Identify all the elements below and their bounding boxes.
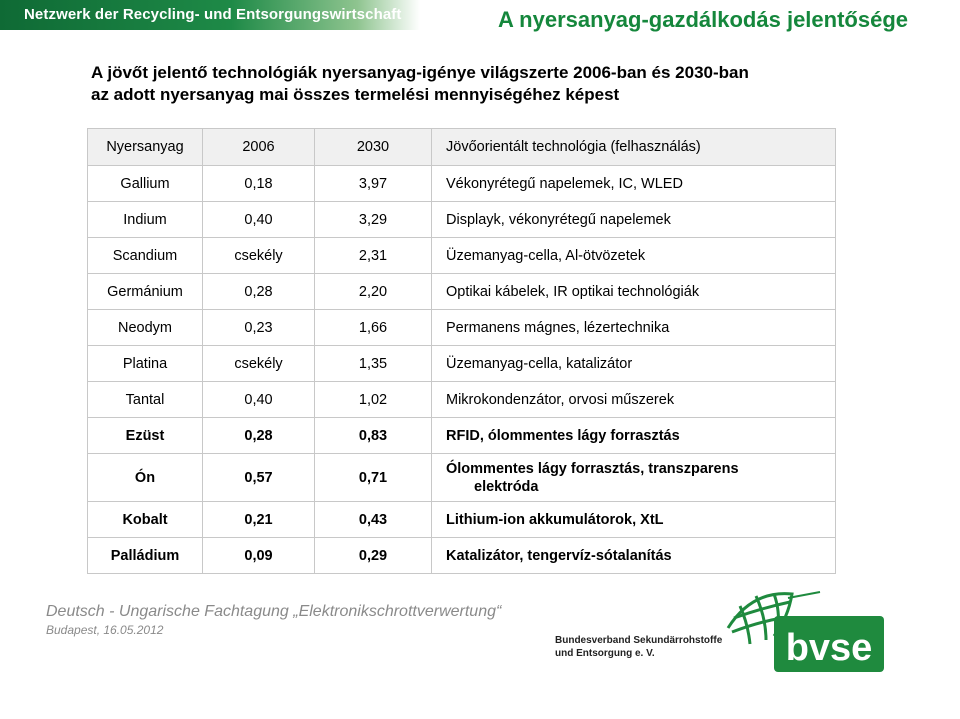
header-2030: 2030: [315, 129, 432, 166]
cell-2006: 0,09: [203, 538, 315, 574]
cell-technology: Üzemanyag-cella, Al-ötvözetek: [432, 238, 836, 274]
cell-2006: csekély: [203, 346, 315, 382]
cell-2006: 0,28: [203, 274, 315, 310]
cell-2006: 0,40: [203, 382, 315, 418]
table-row: [88, 166, 836, 202]
table-row: [88, 238, 836, 274]
bvse-org-line-1: Bundesverband Sekundärrohstoffe: [555, 635, 723, 646]
cell-technology: Displayk, vékonyrétegű napelemek: [432, 202, 836, 238]
cell-2030: 1,35: [315, 346, 432, 382]
cell-technology-line-2: elektróda: [474, 478, 539, 495]
table-header-row: [88, 129, 836, 166]
cell-2006: 0,21: [203, 502, 315, 538]
cell-material: Germánium: [88, 274, 203, 310]
cell-2030: 3,97: [315, 166, 432, 202]
cell-2006: csekély: [203, 238, 315, 274]
cell-2030: 3,29: [315, 202, 432, 238]
cell-2030: 2,20: [315, 274, 432, 310]
cell-2030: 1,66: [315, 310, 432, 346]
cell-2006: 0,23: [203, 310, 315, 346]
table-row: [88, 502, 836, 538]
cell-technology: Mikrokondenzátor, orvosi műszerek: [432, 382, 836, 418]
header-technology: Jövőorientált technológia (felhasználás): [432, 129, 836, 166]
cell-material: Tantal: [88, 382, 203, 418]
cell-2030: 0,71: [315, 454, 432, 502]
table-row: [88, 538, 836, 574]
header-2006: 2006: [203, 129, 315, 166]
cell-technology: RFID, ólommentes lágy forrasztás: [432, 418, 836, 454]
cell-technology: Lithium-ion akkumulátorok, XtL: [432, 502, 836, 538]
table-row: [88, 310, 836, 346]
cell-material: Neodym: [88, 310, 203, 346]
cell-2006: 0,18: [203, 166, 315, 202]
subtitle-line-2: az adott nyersanyag mai összes termelési mennyiségéhez képest: [91, 85, 620, 104]
cell-technology: Katalizátor, tengervíz-sótalanítás: [432, 538, 836, 574]
cell-material: Ón: [88, 454, 203, 502]
cell-2030: 0,83: [315, 418, 432, 454]
cell-material: Indium: [88, 202, 203, 238]
subtitle-line-1: A jövőt jelentő technológiák nyersanyag-igénye világszerte 2006-ban és 2030-ban: [91, 63, 749, 82]
cell-technology-line-1: Ólommentes lágy forrasztás, transzparens: [446, 460, 739, 477]
table-row: [88, 454, 836, 502]
table-row: [88, 202, 836, 238]
subtitle: [91, 62, 851, 106]
table-row: [88, 382, 836, 418]
cell-2030: 0,43: [315, 502, 432, 538]
table-row: [88, 418, 836, 454]
cell-material: Kobalt: [88, 502, 203, 538]
cell-2030: 0,29: [315, 538, 432, 574]
bvse-mark: bvse: [785, 627, 873, 669]
cell-technology: [432, 454, 836, 502]
table-row: [88, 346, 836, 382]
cell-material: Gallium: [88, 166, 203, 202]
network-tagline: Netzwerk der Recycling- und Entsorgungswirtschaft: [24, 6, 402, 23]
cell-2006: 0,28: [203, 418, 315, 454]
cell-technology: Üzemanyag-cella, katalizátor: [432, 346, 836, 382]
footer-date: Budapest, 16.05.2012: [46, 623, 164, 637]
cell-2006: 0,40: [203, 202, 315, 238]
cell-technology: Vékonyrétegű napelemek, IC, WLED: [432, 166, 836, 202]
header-band: [0, 0, 420, 30]
footer-event-title: Deutsch - Ungarische Fachtagung „Elektronikschrottverwertung“: [46, 603, 502, 620]
cell-technology: Permanens mágnes, lézertechnika: [432, 310, 836, 346]
cell-material: Palládium: [88, 538, 203, 574]
header-material: Nyersanyag: [88, 129, 203, 166]
bvse-logo: [552, 588, 892, 678]
cell-2030: 1,02: [315, 382, 432, 418]
page-title: A nyersanyag-gazdálkodás jelentősége: [498, 7, 908, 32]
cell-technology: Optikai kábelek, IR optikai technológiák: [432, 274, 836, 310]
raw-material-table: [87, 128, 836, 574]
cell-material: Ezüst: [88, 418, 203, 454]
cell-2006: 0,57: [203, 454, 315, 502]
table-row: [88, 274, 836, 310]
cell-2030: 2,31: [315, 238, 432, 274]
bvse-org-line-2: und Entsorgung e. V.: [555, 648, 655, 659]
cell-material: Scandium: [88, 238, 203, 274]
cell-material: Platina: [88, 346, 203, 382]
bvse-org-name: [555, 634, 722, 660]
